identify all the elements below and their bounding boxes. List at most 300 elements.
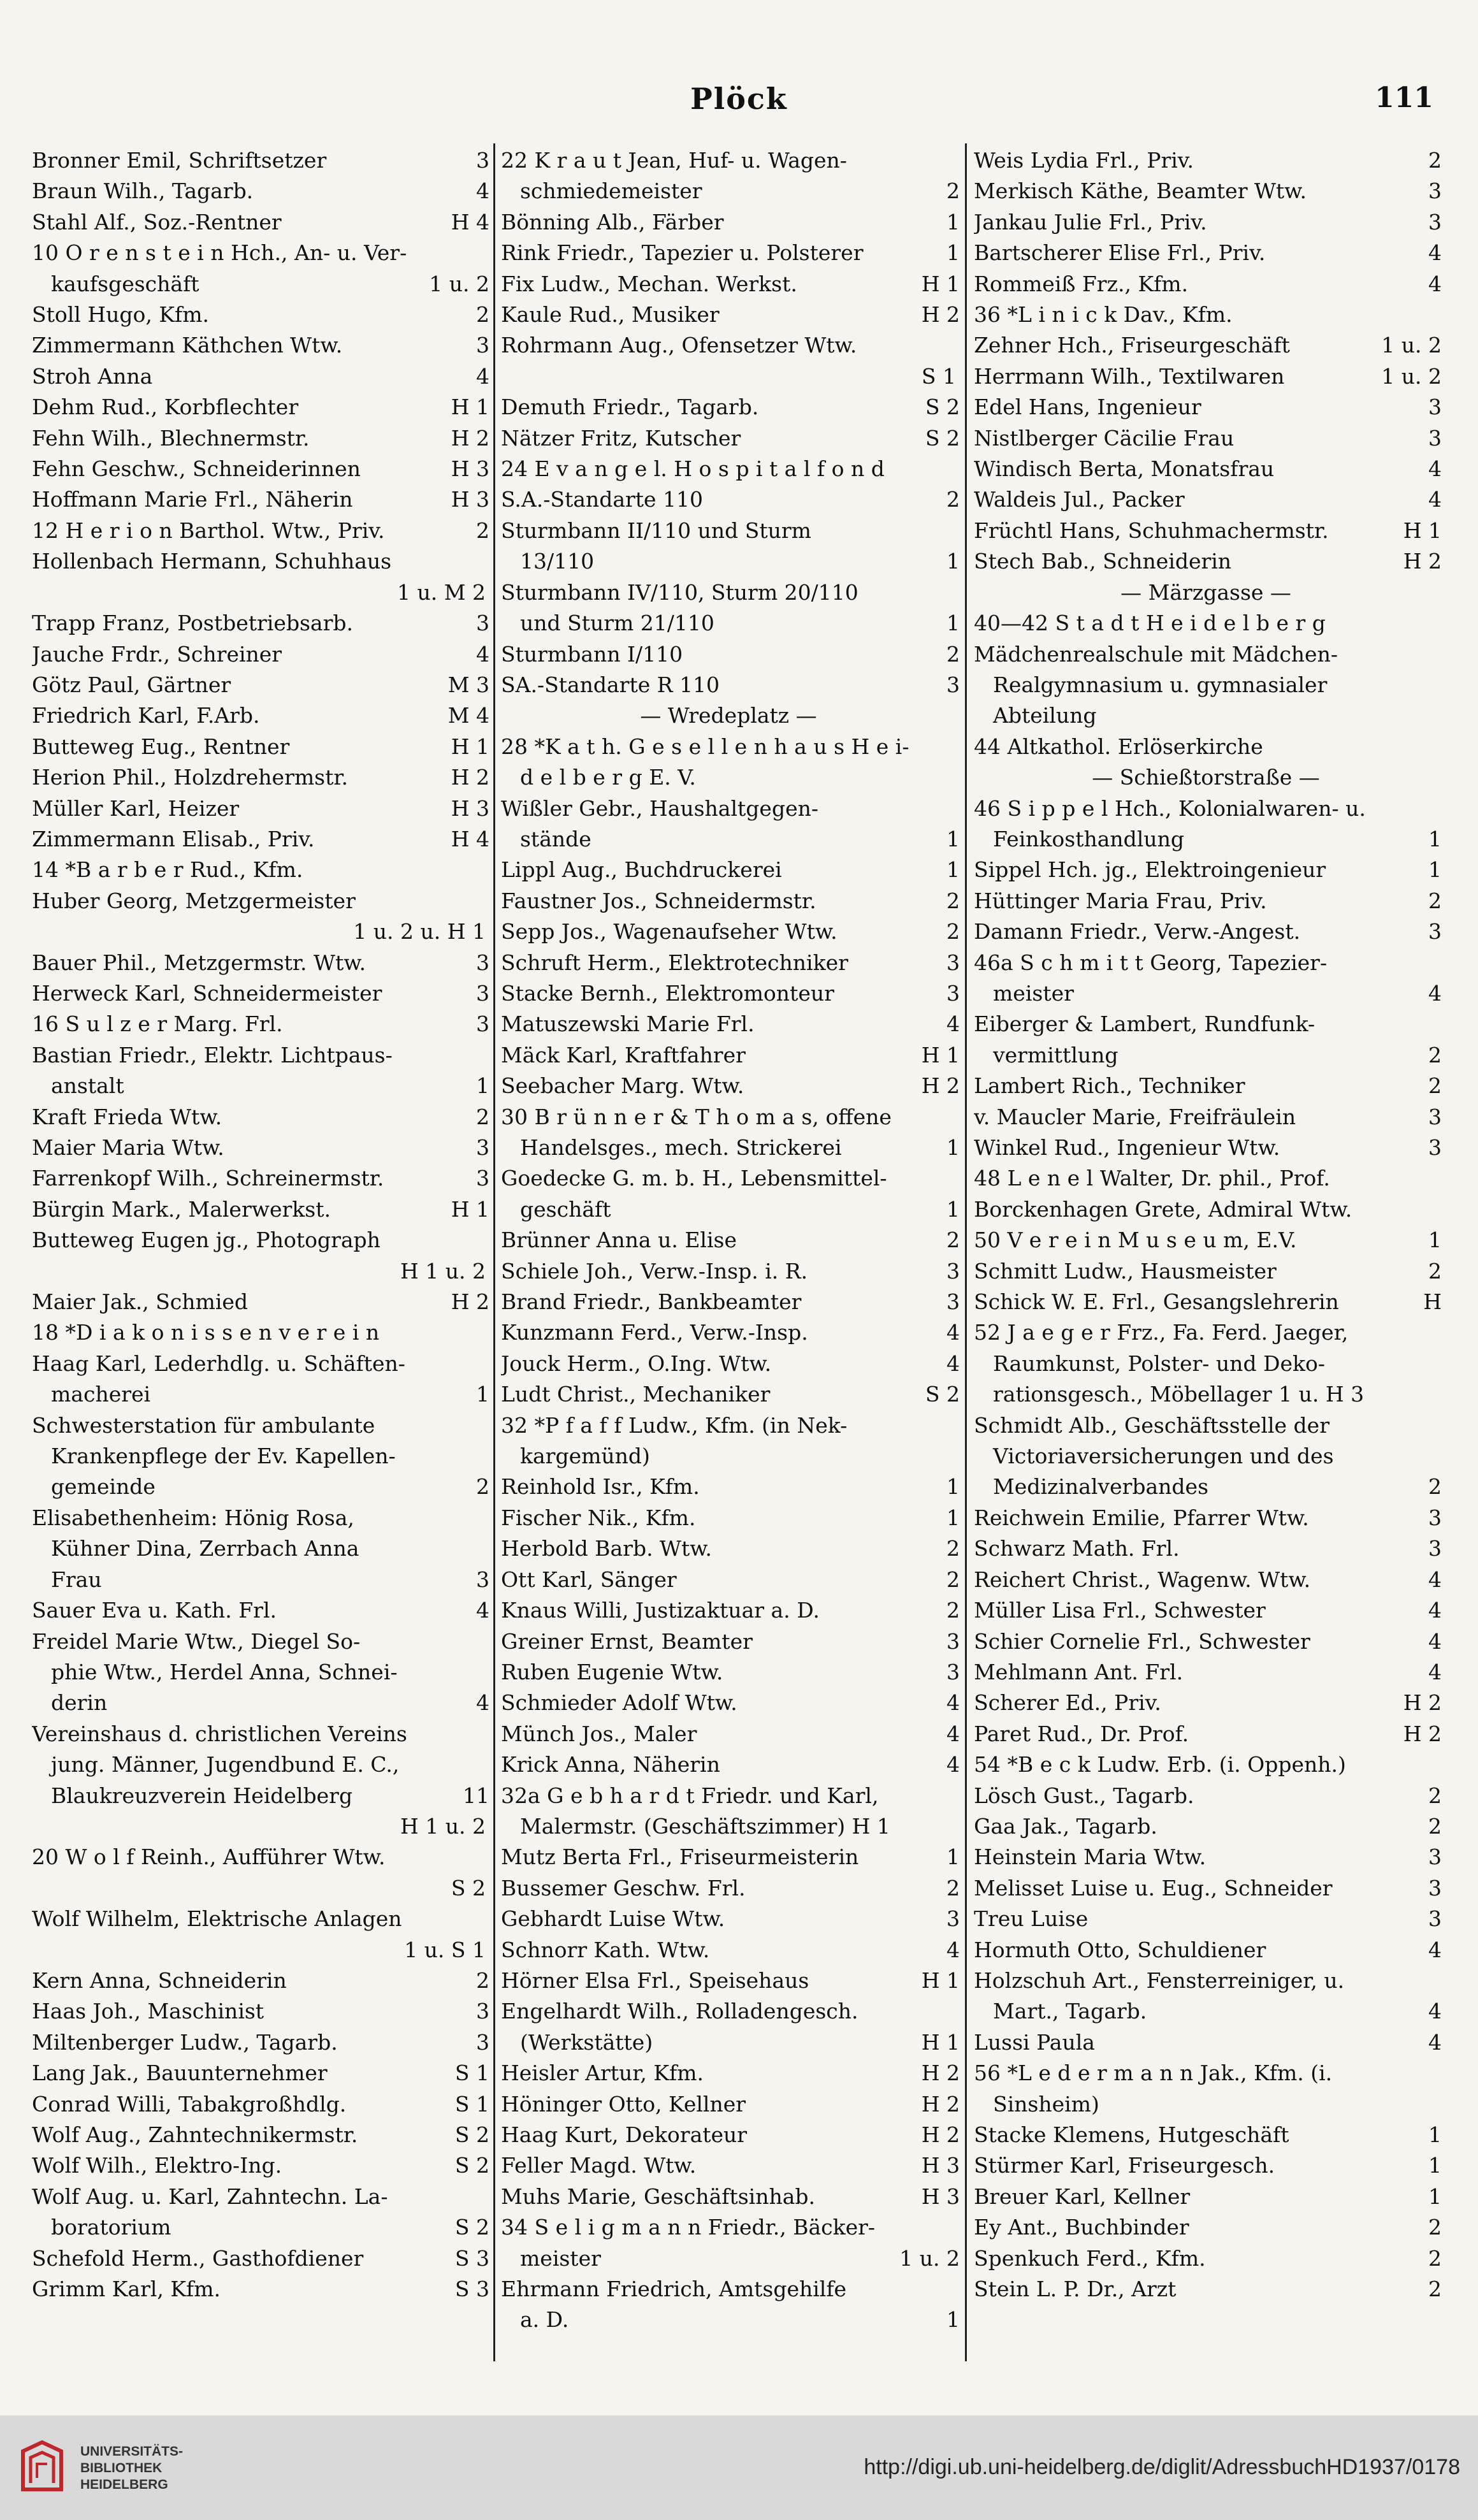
entry-text: Malermstr. (Geschäftszimmer) H 1 (520, 1813, 890, 1839)
address-entry (32, 577, 489, 608)
address-entry (974, 670, 1442, 700)
entry-text: Lösch Gust., Tagarb. (974, 1783, 1194, 1808)
entry-text: Fix Ludw., Mechan. Werkst. (501, 271, 797, 296)
entry-text: Wolf Aug., Zahntechnikermstr. (32, 2122, 358, 2147)
address-entry (974, 392, 1442, 423)
entry-text: a. D. (520, 2307, 569, 2333)
entry-floor: 3 (476, 1011, 489, 1037)
entry-text: Götz Paul, Gärtner (32, 672, 231, 697)
address-entry (32, 1133, 489, 1163)
entry-text: Greiner Ernst, Beamter (501, 1628, 753, 1654)
address-entry (32, 1811, 489, 1842)
address-entry (501, 300, 960, 330)
entry-floor: 3 (476, 611, 489, 636)
entry-floor: 3 (476, 2029, 489, 2055)
entry-text: 46a S c h m i t t Georg, Tapezier- (974, 950, 1328, 975)
entry-text: H 1 u. 2 (400, 1813, 486, 1839)
address-entry (32, 1873, 489, 1904)
entry-floor: 1 u. 2 (899, 2245, 960, 2271)
entry-text: Schier Cornelie Frl., Schwester (974, 1628, 1310, 1654)
entry-floor: H 2 (451, 425, 489, 451)
entry-text: SA.-Standarte R 110 (501, 672, 720, 697)
entry-text: Ott Karl, Sänger (501, 1567, 677, 1592)
address-entry (974, 1256, 1442, 1287)
street-title: Plöck (690, 82, 788, 116)
entry-text: Rommeiß Frz., Kfm. (974, 271, 1189, 296)
address-entry (32, 1842, 489, 1872)
entry-floor: H 2 (1403, 549, 1442, 574)
entry-floor: 2 (1428, 2277, 1442, 2302)
entry-floor: 4 (476, 178, 489, 204)
entry-text: Farrenkopf Wilh., Schreinermstr. (32, 1166, 384, 1191)
entry-text: 50 V e r e i n M u s e u m, E.V. (974, 1227, 1297, 1253)
address-entry (501, 978, 960, 1009)
entry-text: Kaule Rud., Musiker (501, 302, 720, 328)
entry-floor: S 2 (454, 2122, 489, 2147)
address-entry (32, 1256, 489, 1287)
entry-text: Krankenpflege der Ev. Kapellen- (51, 1444, 396, 1469)
address-entry (974, 1225, 1442, 1256)
entry-text: Jankau Julie Frl., Priv. (974, 209, 1207, 235)
address-entry (974, 824, 1442, 855)
address-entry (974, 1811, 1442, 1842)
entry-text: meister (520, 2245, 601, 2271)
address-entry (501, 1349, 960, 1379)
entry-text: kaufsgeschäft (51, 271, 199, 296)
entry-text: Stein L. P. Dr., Arzt (974, 2277, 1177, 2302)
entry-floor: H 1 (921, 2029, 960, 2055)
entry-text: Scherer Ed., Priv. (974, 1690, 1161, 1716)
entry-text: Sturmbann II/110 und Sturm (501, 518, 811, 543)
address-entry (32, 2027, 489, 2058)
entry-floor: 2 (1428, 1474, 1442, 1500)
address-entry (32, 1317, 489, 1348)
entry-text: 56 *L e d e r m a n n Jak., Kfm. (i. (974, 2060, 1333, 2086)
entry-text: v. Maucler Marie, Freifräulein (974, 1104, 1296, 1129)
address-entry (32, 1287, 489, 1317)
address-entry (32, 392, 489, 423)
address-entry (501, 886, 960, 916)
entry-text: 24 E v a n g e l. H o s p i t a l f o n d (501, 456, 885, 482)
address-entry (32, 1379, 489, 1410)
entry-text: Brand Friedr., Bankbeamter (501, 1289, 802, 1315)
entry-floor: 4 (1428, 1937, 1442, 1962)
entry-text: Feinkosthandlung (993, 826, 1184, 851)
entry-text: Müller Lisa Frl., Schwester (974, 1598, 1266, 1623)
entry-floor: S 2 (925, 1382, 960, 1407)
address-entry (32, 1904, 489, 1934)
address-entry (32, 2212, 489, 2243)
entry-text: Haag Karl, Lederhdlg. u. Schäften- (32, 1351, 405, 1376)
entry-floor: 2 (1428, 1783, 1442, 1808)
address-entry (501, 762, 960, 793)
address-entry (32, 1071, 489, 1101)
entry-floor: S 3 (454, 2245, 489, 2271)
address-entry (501, 608, 960, 639)
address-entry (974, 1133, 1442, 1163)
address-entry (32, 2243, 489, 2274)
entry-floor: 1 (946, 611, 960, 636)
column-divider (493, 143, 495, 2361)
address-entry (974, 1749, 1442, 1780)
entry-text: 30 B r ü n n e r & T h o m a s, offene (501, 1104, 892, 1129)
entry-floor: H 2 (1403, 1690, 1442, 1716)
address-entry (974, 238, 1442, 268)
library-name-line: BIBLIOTHEK (80, 2461, 163, 2475)
entry-floor: S 2 (454, 2153, 489, 2178)
entry-floor: 4 (946, 1752, 960, 1778)
entry-text: Wolf Wilhelm, Elektrische Anlagen (32, 1906, 402, 1932)
entry-text: Trapp Franz, Postbetriebsarb. (32, 611, 353, 636)
column-right (974, 145, 1442, 2363)
address-entry (501, 577, 960, 608)
address-entry (974, 423, 1442, 454)
address-entry (32, 1626, 489, 1657)
address-entry (32, 855, 489, 885)
entry-floor: 4 (476, 1598, 489, 1623)
entry-floor: H 4 (451, 826, 489, 851)
entry-text: und Sturm 21/110 (520, 611, 714, 636)
entry-floor: 3 (1428, 1135, 1442, 1160)
entry-text: 20 W o l f Reinh., Aufführer Wtw. (32, 1844, 386, 1870)
address-entry (974, 855, 1442, 885)
entry-floor: 1 (946, 826, 960, 851)
entry-text: Herion Phil., Holzdrehermstr. (32, 765, 348, 790)
address-entry (501, 670, 960, 700)
entry-floor: 4 (1428, 456, 1442, 482)
address-entry (32, 1935, 489, 1966)
entry-text: Stacke Bernh., Elektromonteur (501, 980, 834, 1006)
address-entry (32, 916, 489, 947)
entry-floor: 4 (476, 363, 489, 389)
entry-text: Kunzmann Ferd., Verw.-Insp. (501, 1320, 808, 1345)
entry-floor: 3 (1428, 209, 1442, 235)
entry-text: rationsgesch., Möbellager 1 u. H 3 (993, 1382, 1365, 1407)
entry-floor: 3 (946, 1289, 960, 1315)
entry-text: Bönning Alb., Färber (501, 209, 724, 235)
entry-text: Sturmbann I/110 (501, 641, 683, 667)
entry-floor: 2 (946, 888, 960, 913)
address-entry (501, 1410, 960, 1441)
address-entry (974, 1410, 1442, 1441)
entry-text: Butteweg Eug., Rentner (32, 734, 290, 759)
entry-text: Nätzer Fritz, Kutscher (501, 425, 741, 451)
entry-floor: 4 (1428, 240, 1442, 266)
entry-floor: 3 (946, 672, 960, 697)
entry-text: Eiberger & Lambert, Rundfunk- (974, 1011, 1315, 1037)
address-entry (32, 1719, 489, 1749)
entry-text: Mutz Berta Frl., Friseurmeisterin (501, 1844, 859, 1870)
entry-floor: 4 (476, 1690, 489, 1716)
address-entry (32, 300, 489, 330)
address-entry (501, 1163, 960, 1194)
entry-floor: S 2 (454, 2215, 489, 2240)
entry-floor: 2 (946, 178, 960, 204)
address-entry (501, 454, 960, 484)
address-entry (974, 1533, 1442, 1564)
entry-floor: 2 (1428, 2245, 1442, 2271)
entry-text: Wolf Wilh., Elektro-Ing. (32, 2153, 282, 2178)
address-entry (974, 176, 1442, 206)
page-number: 111 (1375, 82, 1433, 114)
entry-text: macherei (51, 1382, 151, 1407)
entry-text: geschäft (520, 1196, 611, 1222)
entry-text: Treu Luise (974, 1906, 1089, 1932)
address-entry (32, 824, 489, 855)
address-entry (974, 330, 1442, 361)
address-entry (32, 330, 489, 361)
entry-floor: 3 (1428, 1875, 1442, 1901)
entry-text: Hörner Elsa Frl., Speisehaus (501, 1967, 809, 1993)
address-entry (974, 1194, 1442, 1225)
entry-floor: 2 (1428, 1042, 1442, 1068)
entry-text: Schmitt Ludw., Hausmeister (974, 1258, 1277, 1284)
entry-floor: H 1 (451, 1196, 489, 1222)
address-entry (974, 300, 1442, 330)
address-entry (32, 207, 489, 238)
entry-text: — Märzgasse — (1120, 579, 1291, 605)
entry-text: 10 O r e n s t e i n Hch., An- u. Ver- (32, 240, 407, 266)
entry-floor: 3 (1428, 919, 1442, 945)
entry-floor: 2 (476, 1474, 489, 1500)
entry-floor: S 2 (925, 425, 960, 451)
address-entry (501, 1009, 960, 1039)
address-entry (32, 1349, 489, 1379)
entry-text: Friedrich Karl, F.Arb. (32, 703, 260, 728)
address-entry (32, 762, 489, 793)
entry-text: Abteilung (993, 703, 1097, 728)
entry-floor: H 2 (451, 1289, 489, 1315)
entry-text: phie Wtw., Herdel Anna, Schnei- (51, 1659, 398, 1684)
entry-text: Raumkunst, Polster- und Deko- (993, 1351, 1326, 1376)
entry-text: 36 *L i n i c k Dav., Kfm. (974, 302, 1233, 328)
entry-floor: H 2 (921, 302, 960, 328)
address-entry (974, 1842, 1442, 1872)
address-entry (501, 145, 960, 176)
address-entry (501, 238, 960, 268)
entry-floor: H 1 (451, 395, 489, 420)
entry-text: 48 L e n e l Walter, Dr. phil., Prof. (974, 1166, 1330, 1191)
address-entry (501, 1904, 960, 1934)
entry-floor: 3 (1428, 1536, 1442, 1561)
source-url-link[interactable]: http://digi.ub.uni-heidelberg.de/diglit/AdressbuchHD1937/0178 (864, 2455, 1460, 2479)
address-entry (974, 484, 1442, 515)
entry-floor: S 3 (454, 2277, 489, 2302)
address-entry (974, 2274, 1442, 2305)
entry-text: Handelsges., mech. Strickerei (520, 1135, 842, 1160)
entry-text: Stacke Klemens, Hutgeschäft (974, 2122, 1289, 2147)
address-entry (501, 1317, 960, 1348)
entry-text: Kraft Frieda Wtw. (32, 1104, 222, 1129)
entry-text: stände (520, 826, 591, 851)
entry-text: Paret Rud., Dr. Prof. (974, 1721, 1189, 1746)
entry-floor: 1 (946, 549, 960, 574)
entry-text: Elisabethenheim: Hönig Rosa, (32, 1505, 354, 1530)
entry-floor: 3 (946, 1258, 960, 1284)
entry-text: 54 *B e c k Ludw. Erb. (i. Oppenh.) (974, 1752, 1346, 1778)
address-entry (501, 824, 960, 855)
entry-text: Zehner Hch., Friseurgeschäft (974, 333, 1290, 358)
address-entry (501, 2212, 960, 2243)
address-entry (32, 176, 489, 206)
address-entry (32, 1749, 489, 1780)
address-entry (501, 1595, 960, 1626)
address-entry (974, 1565, 1442, 1595)
address-entry (501, 269, 960, 300)
entry-text: Grimm Karl, Kfm. (32, 2277, 221, 2302)
entry-text: Rink Friedr., Tapezier u. Polsterer (501, 240, 864, 266)
entry-text: Stroh Anna (32, 363, 153, 389)
entry-floor: 4 (1428, 980, 1442, 1006)
entry-text: Fehn Wilh., Blechnermstr. (32, 425, 310, 451)
entry-text: Haag Kurt, Dekorateur (501, 2122, 748, 2147)
entry-text: S 2 (451, 1875, 486, 1901)
entry-floor: 3 (476, 148, 489, 173)
entry-text: S 1 (921, 363, 956, 389)
entry-floor: 1 (946, 1474, 960, 1500)
entry-text: Reichwein Emilie, Pfarrer Wtw. (974, 1505, 1309, 1530)
entry-text: S.A.-Standarte 110 (501, 487, 704, 512)
entry-text: Windisch Berta, Monatsfrau (974, 456, 1275, 482)
address-entry (501, 423, 960, 454)
entry-text: Höninger Otto, Kellner (501, 2091, 746, 2117)
address-entry (974, 1873, 1442, 1904)
entry-floor: 2 (1428, 1258, 1442, 1284)
entry-floor: 3 (1428, 425, 1442, 451)
entry-floor: 3 (946, 980, 960, 1006)
entry-floor: 4 (1428, 2029, 1442, 2055)
entry-text: Stürmer Karl, Friseurgesch. (974, 2153, 1275, 2178)
entry-text: Schnorr Kath. Wtw. (501, 1937, 710, 1962)
entry-text: Sepp Jos., Wagenaufseher Wtw. (501, 919, 837, 945)
entry-text: Heisler Artur, Kfm. (501, 2060, 704, 2086)
address-entry (501, 2274, 960, 2305)
library-name-line: UNIVERSITÄTS- (80, 2444, 184, 2459)
running-head (0, 82, 1478, 126)
entry-text: Goedecke G. m. b. H., Lebensmittel- (501, 1166, 887, 1191)
entry-floor: 2 (1428, 888, 1442, 913)
entry-floor: H 3 (921, 2153, 960, 2178)
address-entry (32, 2089, 489, 2120)
address-entry (32, 2182, 489, 2212)
address-entry (974, 2150, 1442, 2181)
address-entry (501, 1996, 960, 2027)
entry-floor: M 4 (447, 703, 489, 728)
address-entry (501, 330, 960, 361)
entry-floor: H 1 (921, 1042, 960, 1068)
entry-text: 18 *D i a k o n i s s e n v e r e i n (32, 1320, 380, 1345)
entry-text: Reinhold Isr., Kfm. (501, 1474, 700, 1500)
entry-floor: M 3 (447, 672, 489, 697)
address-entry (974, 207, 1442, 238)
address-entry (501, 1225, 960, 1256)
address-entry (32, 423, 489, 454)
address-entry (974, 516, 1442, 546)
address-entry (32, 732, 489, 762)
entry-floor: S 1 (454, 2091, 489, 2117)
entry-text: Freidel Marie Wtw., Diegel So- (32, 1628, 361, 1654)
address-entry (974, 916, 1442, 947)
entry-floor: 1 (1428, 2153, 1442, 2178)
entry-floor: 2 (946, 1567, 960, 1592)
entry-text: Schmieder Adolf Wtw. (501, 1690, 737, 1716)
address-entry (974, 1688, 1442, 1718)
entry-text: Miltenberger Ludw., Tagarb. (32, 2029, 338, 2055)
entry-text: Feller Magd. Wtw. (501, 2153, 697, 2178)
entry-text: Bartscherer Elise Frl., Priv. (974, 240, 1266, 266)
entry-text: Winkel Rud., Ingenieur Wtw. (974, 1135, 1280, 1160)
address-entry (974, 1626, 1442, 1657)
address-entry (501, 484, 960, 515)
entry-floor: 2 (946, 487, 960, 512)
address-entry (501, 639, 960, 670)
address-entry (32, 1040, 489, 1071)
address-entry (501, 1102, 960, 1133)
address-entry (501, 1071, 960, 1101)
entry-floor: 3 (1428, 1104, 1442, 1129)
address-entry (501, 2150, 960, 2181)
entry-text: 34 S e l i g m a n n Friedr., Bäcker- (501, 2215, 876, 2240)
address-entry (501, 2243, 960, 2274)
entry-floor: 1 (946, 209, 960, 235)
address-entry (32, 516, 489, 546)
address-entry (501, 855, 960, 885)
address-entry (501, 2058, 960, 2089)
address-entry (32, 1688, 489, 1718)
entry-text: Sturmbann IV/110, Sturm 20/110 (501, 579, 859, 605)
address-entry (974, 732, 1442, 762)
entry-text: Nistlberger Cäcilie Frau (974, 425, 1235, 451)
entry-text: Ehrmann Friedrich, Amtsgehilfe (501, 2277, 847, 2302)
entry-floor: H 4 (451, 209, 489, 235)
entry-floor: H 1 (921, 271, 960, 296)
entry-floor: 1 (946, 1196, 960, 1222)
entry-text: Mart., Tagarb. (993, 1999, 1147, 2024)
entry-text: 32a G e b h a r d t Friedr. und Karl, (501, 1783, 879, 1808)
address-entry (974, 1441, 1442, 1472)
address-entry (974, 948, 1442, 978)
entry-floor: 3 (476, 1567, 489, 1592)
entry-floor: 4 (1428, 1628, 1442, 1654)
address-entry (501, 1379, 960, 1410)
entry-text: (Werkstätte) (520, 2029, 653, 2055)
address-entry (501, 1472, 960, 1502)
address-entry (32, 1009, 489, 1039)
entry-text: Reichert Christ., Wagenw. Wtw. (974, 1567, 1311, 1592)
entry-floor: 4 (946, 1011, 960, 1037)
entry-floor: 2 (476, 1967, 489, 1993)
address-entry (501, 2089, 960, 2120)
address-entry (32, 546, 489, 577)
entry-text: Hüttinger Maria Frau, Priv. (974, 888, 1267, 913)
address-entry (974, 978, 1442, 1009)
address-entry (974, 2182, 1442, 2212)
address-entry (974, 1102, 1442, 1133)
entry-text: Schiele Joh., Verw.-Insp. i. R. (501, 1258, 808, 1284)
address-entry (501, 1441, 960, 1472)
entry-floor: 2 (946, 1536, 960, 1561)
entry-text: meister (993, 980, 1074, 1006)
entry-text: Blaukreuzverein Heidelberg (51, 1783, 353, 1808)
address-entry (32, 2120, 489, 2150)
column-middle (501, 145, 960, 2363)
entry-floor: 4 (946, 1351, 960, 1376)
entry-text: jung. Männer, Jugendbund E. C., (51, 1752, 400, 1778)
entry-text: Bronner Emil, Schriftsetzer (32, 148, 327, 173)
address-entry (974, 1966, 1442, 1996)
entry-text: 1 u. 2 u. H 1 (353, 919, 486, 945)
entry-floor: H 2 (451, 765, 489, 790)
